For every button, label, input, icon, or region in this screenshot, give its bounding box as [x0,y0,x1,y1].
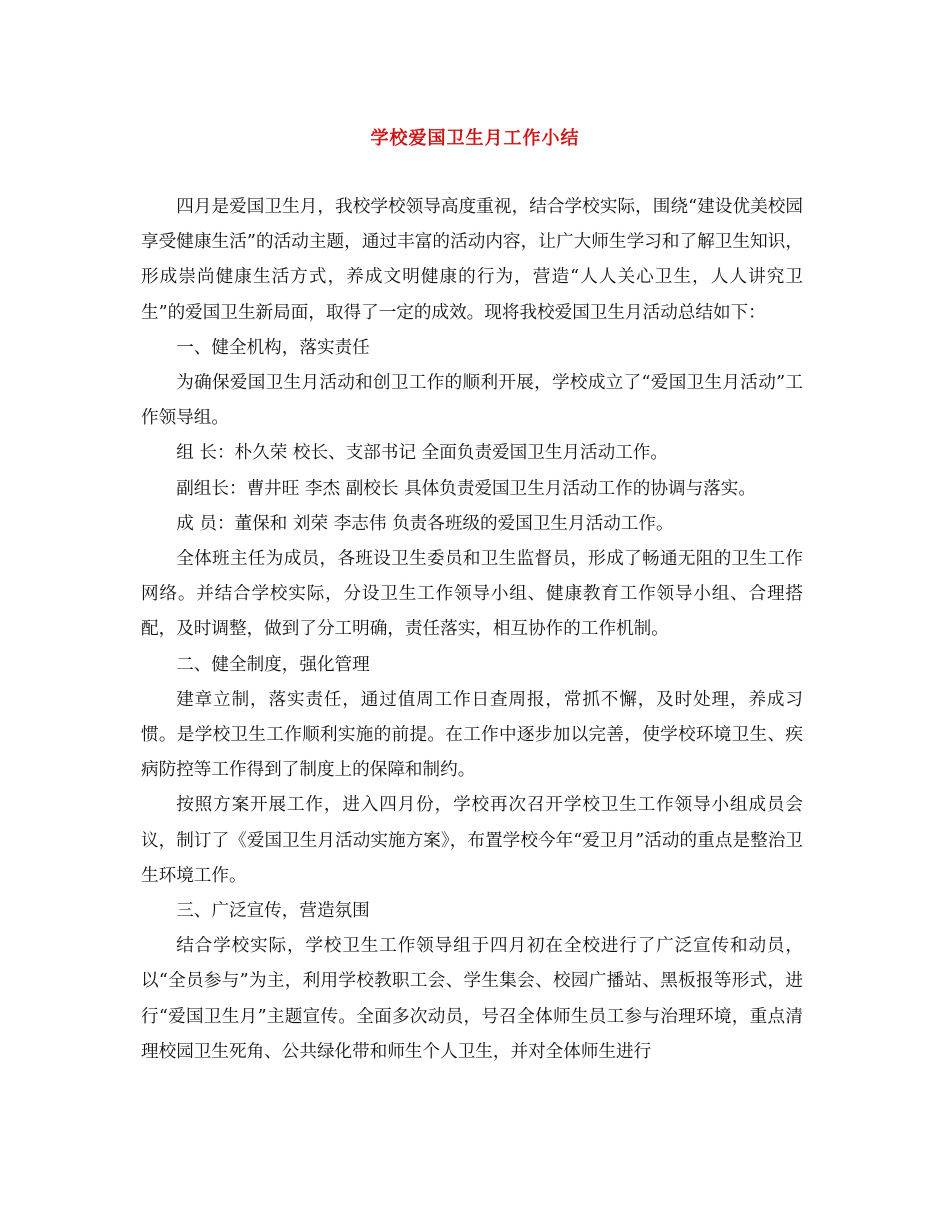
paragraph-members: 成 员：董保和 刘荣 李志伟 负责各班级的爱国卫生月活动工作。 [176,513,674,534]
paragraph: 为确保爱国卫生月活动和创卫工作的顺利开展，学校成立了“爱国卫生月活动”工作领导组。 [141,373,803,429]
section-heading-1: 一、健全机构，落实责任 [176,337,370,358]
document-body [141,190,803,1070]
section-heading-3: 三、广泛宣传，营造氛围 [176,901,370,922]
document-title: 学校爱国卫生月工作小结 [370,128,580,149]
paragraph: 结合学校实际，学校卫生工作领导组于四月初在全校进行了广泛宣传和动员，以“全员参与”为主，利用学校教职工会、学生集会、校园广播站、黑板报等形式，进行“爱国卫生月”主题宣传。全面多次动员，号召全体师生员工参与治理环境，重点清理校园卫生死角、公共绿化带和师生个人卫生，并对全体师生进行 [141,936,803,1062]
paragraph: 建章立制，落实责任，通过值周工作日查周报，常抓不懈，及时处理，养成习惯。是学校卫生工作顺利实施的前提。在工作中逐步加以完善，使学校环境卫生、疾病防控等工作得到了制度上的保障和制约。 [141,689,803,781]
paragraph-intro: 四月是爱国卫生月，我校学校领导高度重视，结合学校实际，围绕“建设优美校园享受健康生活”的活动主题，通过丰富的活动内容，让广大师生学习和了解卫生知识，形成崇尚健康生活方式，养成文明健康的行为，营造“人人关心卫生，人人讲究卫生”的爱国卫生新局面，取得了一定的成效。现将我校爱国卫生月活动总结如下： [141,197,803,323]
section-heading-2: 二、健全制度，强化管理 [176,654,370,675]
paragraph-leader: 组 长：朴久荣 校长、支部书记 全面负责爱国卫生月活动工作。 [176,443,668,464]
paragraph-deputy-leader: 副组长：曹井旺 李杰 副校长 具体负责爱国卫生月活动工作的协调与落实。 [176,478,756,499]
paragraph: 按照方案开展工作，进入四月份，学校再次召开学校卫生工作领导小组成员会议，制订了《爱国卫生月活动实施方案》，布置学校今年“爱卫月”活动的重点是整治卫生环境工作。 [141,795,803,886]
paragraph: 全体班主任为成员，各班设卫生委员和卫生监督员，形成了畅通无阻的卫生工作网络。并结合学校实际，分设卫生工作领导小组、健康教育工作领导小组、合理搭配，及时调整，做到了分工明确，责任落实，相互协作的工作机制。 [141,549,803,640]
